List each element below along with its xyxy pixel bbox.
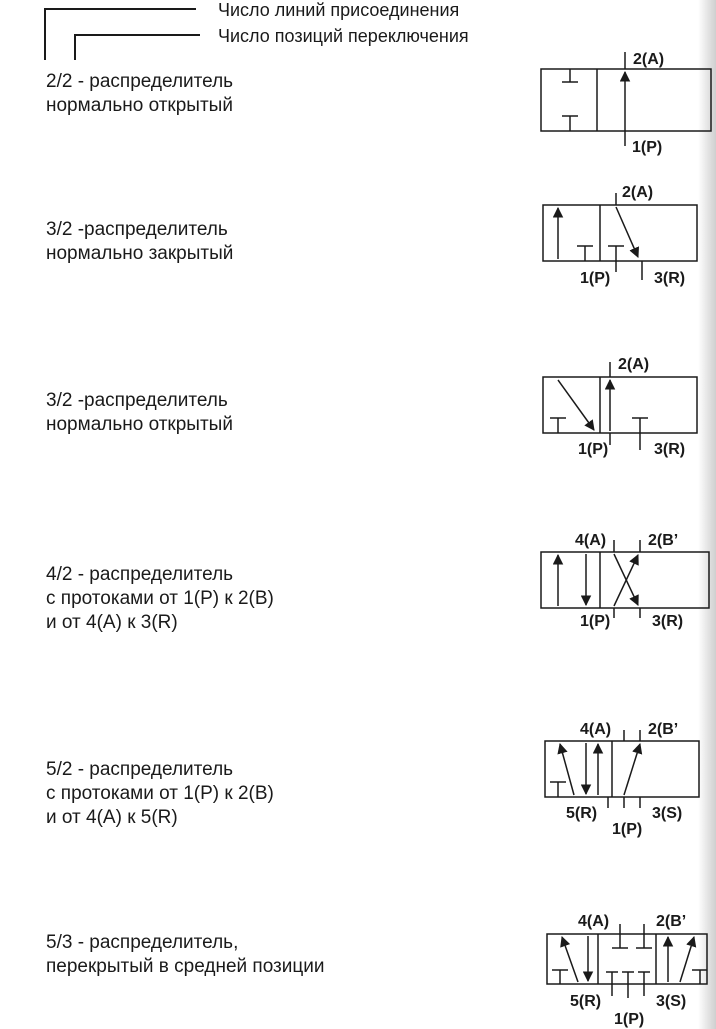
valve-4-2-port-p-label: 1(P) (580, 613, 611, 630)
valve-5-3-subtitle: перекрытый в средней позиции (46, 956, 325, 977)
valve-5-2-body (545, 741, 699, 797)
valve-2-2-no-port-top-label: 2(A) (633, 51, 665, 68)
valve-3-2-nc-port-a-label: 2(A) (622, 184, 654, 201)
valve-5-3-title: 5/3 - распределитель, (46, 932, 239, 953)
valve-2-2-no-subtitle: нормально открытый (46, 95, 233, 116)
valve-5-3-closed-left (552, 970, 568, 984)
valve-5-2-title: 5/2 - распределитель (46, 759, 234, 780)
valve-5-2-port-b-label: 2(B’ (648, 721, 679, 738)
valve-3-2-no-port-a-label: 2(A) (618, 356, 650, 373)
valve-5-2-port-p-label: 1(P) (612, 821, 643, 838)
valve-2-2-no-symbol (541, 52, 711, 146)
valve-5-3-body (547, 934, 707, 984)
valve-4-2-port-b-label: 2(B’ (648, 532, 679, 549)
valve-3-2-no-closed-left (550, 418, 566, 433)
valve-3-2-nc-flow-arrow-right (616, 207, 638, 257)
valve-5-2-arrow-4 (624, 744, 640, 795)
valve-5-2-port-s-label: 3(S) (652, 805, 683, 822)
valve-5-2-line3: и от 4(A) к 5(R) (46, 807, 178, 828)
valve-5-3-arrow-right-2 (680, 937, 694, 982)
valve-5-3-closed-right (692, 970, 707, 984)
valve-3-2-nc-port-r-label: 3(R) (654, 270, 686, 287)
valve-2-2-no-body (541, 69, 711, 131)
valve-4-2-port-a-label: 4(A) (575, 532, 607, 549)
valve-2-2-no-port-bottom-label: 1(P) (632, 139, 663, 156)
valve-3-2-no-symbol (543, 362, 697, 450)
valve-5-3-port-s-label: 3(S) (656, 993, 687, 1010)
valve-5-3-center-closed-bottom (606, 972, 650, 984)
valve-5-2-line2: с протоками от 1(P) к 2(B) (46, 783, 274, 804)
valve-5-3-symbol (547, 924, 707, 998)
valve-3-2-no-body (543, 377, 697, 433)
valve-2-2-no-closed-top (562, 69, 578, 82)
valve-3-2-nc-title: 3/2 -распределитель (46, 219, 228, 240)
valve-3-2-nc-closed-left (577, 246, 593, 261)
valve-5-2-port-a-label: 4(A) (580, 721, 612, 738)
valve-5-2-arrow-1 (560, 744, 574, 795)
valve-3-2-nc-closed-right (608, 246, 624, 261)
valve-4-2-symbol (541, 540, 709, 618)
valve-5-3-port-b-label: 2(B’ (656, 913, 687, 930)
valve-3-2-nc-port-p-label: 1(P) (580, 270, 611, 287)
valve-4-2-title: 4/2 - распределитель (46, 564, 234, 585)
valve-4-2-line3: и от 4(A) к 3(R) (46, 612, 178, 633)
valve-5-3-port-r-label: 5(R) (570, 993, 602, 1010)
valve-4-2-port-r-label: 3(R) (652, 613, 684, 630)
valve-3-2-no-title: 3/2 -распределитель (46, 390, 228, 411)
valve-3-2-no-flow-arrow-left (558, 380, 594, 430)
valve-3-2-no-port-r-label: 3(R) (654, 441, 686, 458)
legend-connection-lines: Число линий присоединения (218, 0, 460, 20)
valve-5-2-closed-left (550, 782, 566, 797)
valve-3-2-nc-symbol (543, 193, 697, 280)
valve-3-2-no-port-p-label: 1(P) (578, 441, 609, 458)
valve-3-2-no-subtitle: нормально открытый (46, 414, 233, 435)
valve-5-2-port-r-label: 5(R) (566, 805, 598, 822)
valve-3-2-nc-subtitle: нормально закрытый (46, 243, 234, 264)
valve-5-3-center-closed-top (612, 934, 652, 948)
valve-4-2-body (541, 552, 709, 608)
valve-5-3-port-p-label: 1(P) (614, 1011, 645, 1028)
valve-2-2-no-closed-bottom (562, 116, 578, 131)
legend-switch-positions: Число позиций переключения (218, 26, 469, 46)
valve-5-3-arrow-left-1 (562, 937, 578, 982)
valve-2-2-no-title: 2/2 - распределитель (46, 71, 234, 92)
valve-5-2-symbol (545, 730, 699, 808)
valve-4-2-line2: с протоками от 1(P) к 2(B) (46, 588, 274, 609)
valve-3-2-nc-body (543, 205, 697, 261)
valve-5-3-port-a-label: 4(A) (578, 913, 610, 930)
valve-3-2-no-closed-right (632, 418, 648, 433)
